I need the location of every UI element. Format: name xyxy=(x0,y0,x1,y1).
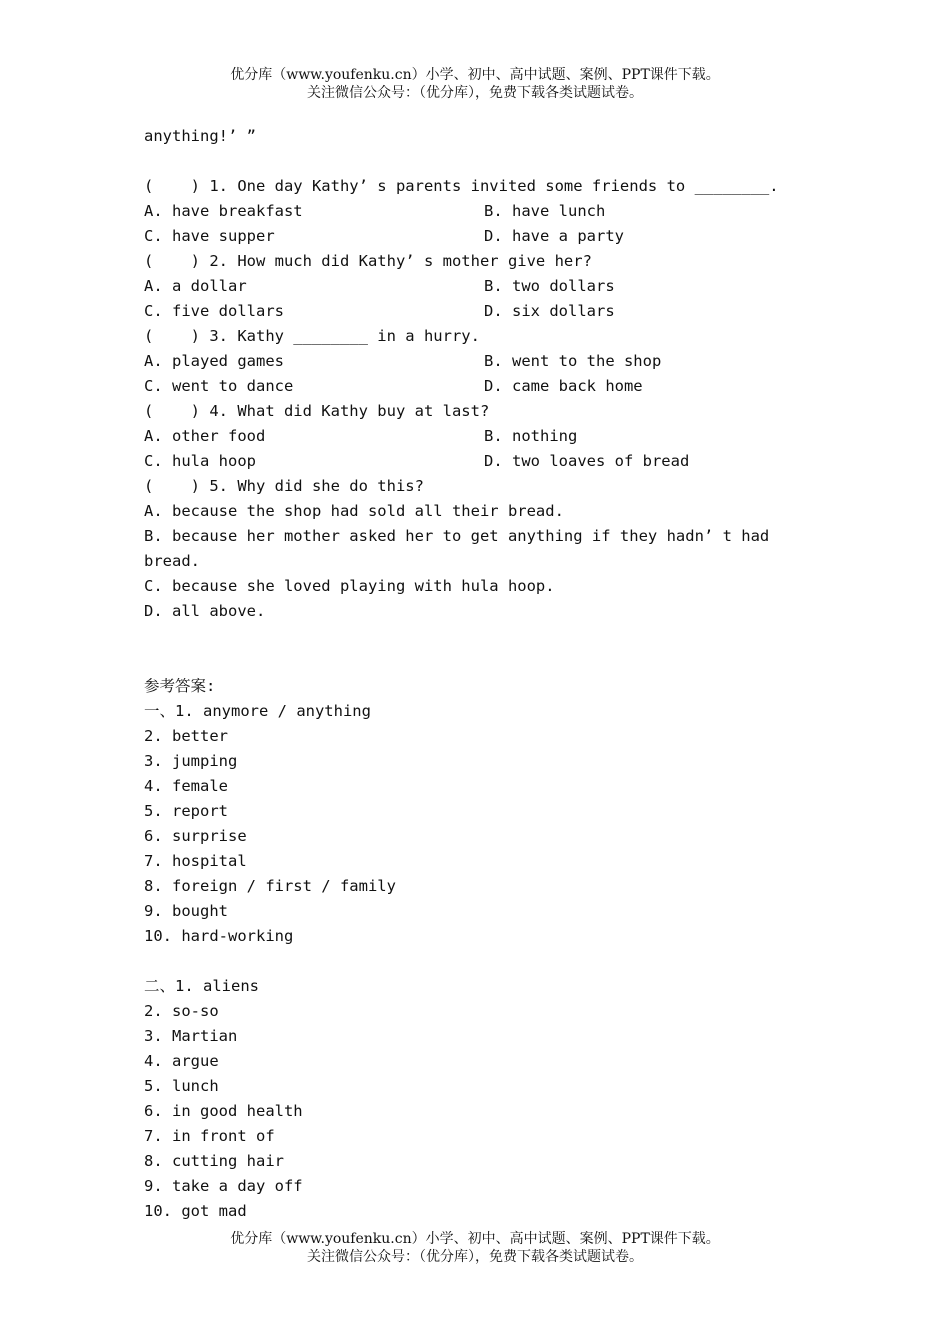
option-a: A. have breakfast xyxy=(144,202,303,220)
question-3 xyxy=(144,324,824,399)
options-row xyxy=(144,224,824,249)
question-5 xyxy=(144,474,824,624)
option-a: A. other food xyxy=(144,427,266,445)
option-a: A. played games xyxy=(144,352,284,370)
answer-item: 8. foreign / first / family xyxy=(144,877,396,895)
options-row xyxy=(144,449,824,474)
footer-line-2: 关注微信公众号：（优分库），免费下载各类试题试卷。 xyxy=(307,1249,643,1265)
answer-item: 9. bought xyxy=(144,902,228,920)
answer-item: 3. jumping xyxy=(144,752,238,770)
answer-item: 10. hard-working xyxy=(144,927,294,945)
question-stem: ( ) 3. Kathy ________ in a hurry. xyxy=(144,327,480,345)
option-c: C. have supper xyxy=(144,227,275,245)
option-d: D. have a party xyxy=(484,227,624,245)
document-body xyxy=(144,124,824,1224)
option-d: D. six dollars xyxy=(484,302,615,320)
option-b: B. have lunch xyxy=(484,202,606,220)
header-line-1: 优分库（www.youfenku.cn）小学、初中、高中试题、案例、PPT课件下载。 xyxy=(230,67,720,83)
answer-key-title: 参考答案: xyxy=(144,677,216,695)
header-line-2: 关注微信公众号：（优分库），免费下载各类试题试卷。 xyxy=(307,85,643,101)
footer-line-1: 优分库（www.youfenku.cn）小学、初中、高中试题、案例、PPT课件下载。 xyxy=(230,1231,720,1247)
answer-item: 2. better xyxy=(144,727,228,745)
question-4 xyxy=(144,399,824,474)
option-d: D. came back home xyxy=(484,377,643,395)
option-a: A. because the shop had sold all their bread. xyxy=(144,502,564,520)
option-c: C. because she loved playing with hula hoop. xyxy=(144,577,555,595)
answer-item: 6. in good health xyxy=(144,1102,303,1120)
answer-item: 7. hospital xyxy=(144,852,247,870)
answer-item: 6. surprise xyxy=(144,827,247,845)
option-b: B. nothing xyxy=(484,427,578,445)
question-stem: ( ) 2. How much did Kathy’ s mother give her? xyxy=(144,252,592,270)
option-d: D. all above. xyxy=(144,602,266,620)
answer-item: 7. in front of xyxy=(144,1127,275,1145)
option-d: D. two loaves of bread xyxy=(484,452,690,470)
answer-item: 4. argue xyxy=(144,1052,219,1070)
option-b: B. because her mother asked her to get anything if they hadn’ t had xyxy=(144,527,770,545)
option-b-continued: bread. xyxy=(144,552,200,570)
answer-item: 3. Martian xyxy=(144,1027,238,1045)
question-stem: ( ) 1. One day Kathy’ s parents invited some friends to ________. xyxy=(144,177,779,195)
answer-item: 二、1. aliens xyxy=(144,977,259,995)
options-row xyxy=(144,199,824,224)
options-row xyxy=(144,374,824,399)
answer-item: 5. report xyxy=(144,802,228,820)
intro-line: anything!’ ” xyxy=(144,127,256,145)
question-1 xyxy=(144,174,824,249)
option-b: B. went to the shop xyxy=(484,352,662,370)
answer-item: 一、1. anymore / anything xyxy=(144,702,371,720)
answer-item: 8. cutting hair xyxy=(144,1152,284,1170)
answer-item: 2. so-so xyxy=(144,1002,219,1020)
answer-section-2 xyxy=(144,974,824,1224)
options-row xyxy=(144,274,824,299)
answer-key xyxy=(144,674,824,1224)
question-2 xyxy=(144,249,824,324)
page-header xyxy=(0,66,950,102)
option-c: C. went to dance xyxy=(144,377,294,395)
options-row xyxy=(144,349,824,374)
question-stem: ( ) 4. What did Kathy buy at last? xyxy=(144,402,490,420)
options-row xyxy=(144,299,824,324)
option-c: C. five dollars xyxy=(144,302,284,320)
option-a: A. a dollar xyxy=(144,277,247,295)
option-c: C. hula hoop xyxy=(144,452,256,470)
answer-item: 10. got mad xyxy=(144,1202,247,1220)
page-footer xyxy=(0,1230,950,1266)
option-b: B. two dollars xyxy=(484,277,615,295)
answer-item: 9. take a day off xyxy=(144,1177,303,1195)
answer-item: 4. female xyxy=(144,777,228,795)
answer-section-1 xyxy=(144,699,824,949)
options-row xyxy=(144,424,824,449)
answer-item: 5. lunch xyxy=(144,1077,219,1095)
question-stem: ( ) 5. Why did she do this? xyxy=(144,477,424,495)
